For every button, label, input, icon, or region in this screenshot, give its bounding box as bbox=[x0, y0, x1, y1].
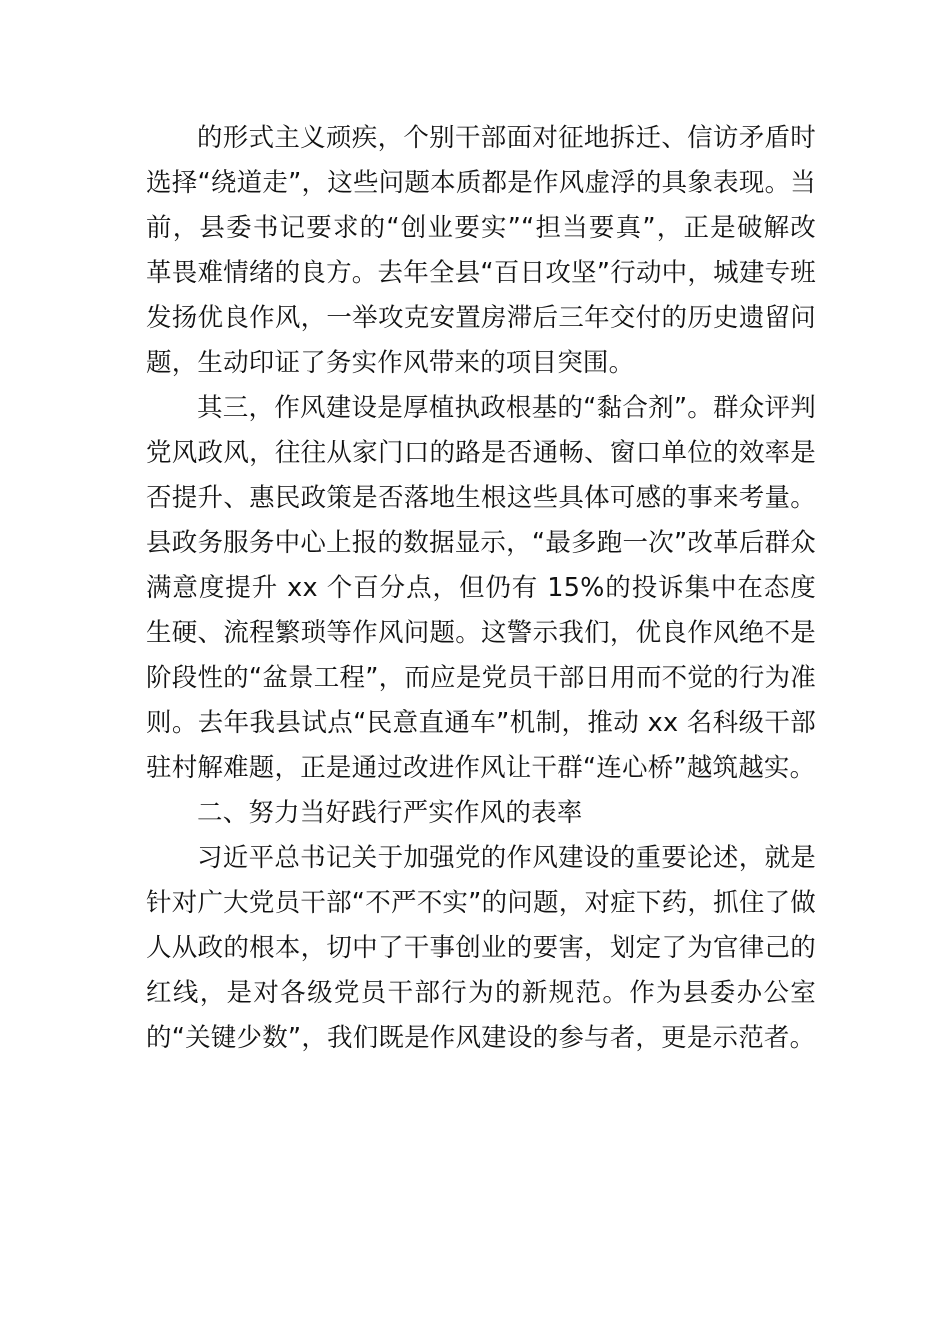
paragraph-continued: 的形式主义顽疾，个别干部面对征地拆迁、信访矛盾时选择“绕道走”，这些问题本质都是作风虚浮的具象表现。当前，县委书记要求的“创业要实”“担当要真”，正是破解改革畏难情绪的良方。去年全县“百日攻坚”行动中，城建专班发扬优良作风，一举攻克安置房滞后三年交付的历史遗留问题，生动印证了务实作风带来的项目突围。 bbox=[146, 123, 816, 378]
section-paragraph: 习近平总书记关于加强党的作风建设的重要论述，就是针对广大党员干部“不严不实”的问题，对症下药，抓住了做人从政的根本，切中了干事创业的要害，划定了为官律己的红线，是对各级党员干部行为的新规范。作为县委办公室的“关键少数”，我们既是作风建设的参与者，更是示范者。 bbox=[146, 843, 816, 1053]
document-body bbox=[146, 116, 816, 1061]
section-heading: 二、努力当好践行严实作风的表率 bbox=[197, 798, 583, 828]
paragraph-point-three: 其三，作风建设是厚植执政根基的“黏合剂”。群众评判党风政风，往往从家门口的路是否通畅、窗口单位的效率是否提升、惠民政策是否落地生根这些具体可感的事来考量。县政务服务中心上报的数据显示，“最多跑一次”改革后群众满意度提升 xx 个百分点，但仍有 15%的投诉集中在态度生硬、流程繁琐等作风问题。这警示我们，优良作风绝不是阶段性的“盆景工程”，而应是党员干部日用而不觉的行为准则。去年我县试点“民意直通车”机制，推动 xx 名科级干部驻村解难题，正是通过改进作风让干群“连心桥”越筑越实。 bbox=[146, 393, 816, 783]
